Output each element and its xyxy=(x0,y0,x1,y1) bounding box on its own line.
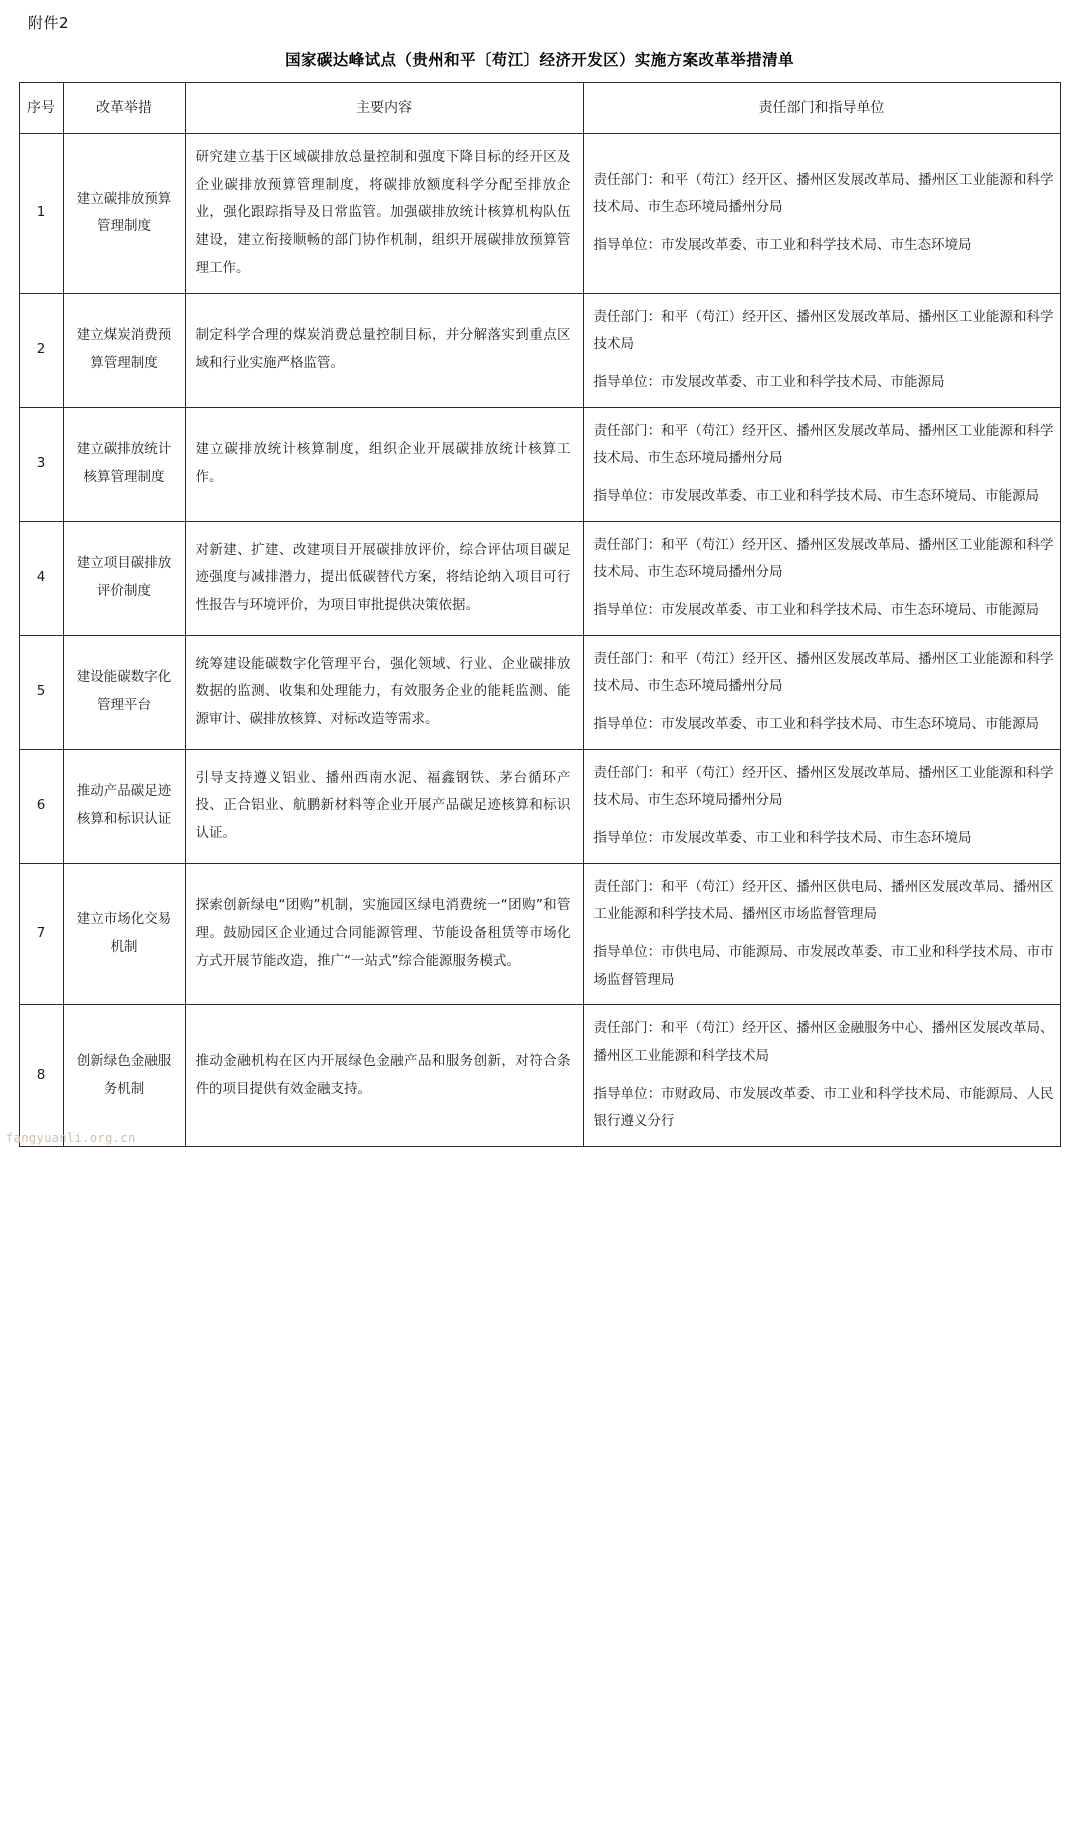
reform-measures-table xyxy=(19,82,1061,1147)
row-seq: 5 xyxy=(19,635,63,749)
row-seq: 2 xyxy=(19,293,63,407)
table-row xyxy=(19,407,1060,521)
row-measure: 建立碳排放统计核算管理制度 xyxy=(63,407,185,521)
row-measure: 建立市场化交易机制 xyxy=(63,863,185,1005)
row-dept xyxy=(583,293,1060,407)
row-main: 引导支持遵义铝业、播州西南水泥、福鑫钢铁、茅台循环产投、正合铝业、航鹏新材料等企业开展产品碳足迹核算和标识认证。 xyxy=(185,749,583,863)
column-header-seq: 序号 xyxy=(19,83,63,134)
column-header-dept: 责任部门和指导单位 xyxy=(583,83,1060,134)
row-measure: 推动产品碳足迹核算和标识认证 xyxy=(63,749,185,863)
row-seq: 6 xyxy=(19,749,63,863)
column-header-main: 主要内容 xyxy=(185,83,583,134)
row-dept xyxy=(583,407,1060,521)
column-header-measure: 改革举措 xyxy=(63,83,185,134)
responsible-department: 责任部门：和平（苟江）经开区、播州区供电局、播州区发展改革局、播州区工业能源和科学技术局、播州区市场监督管理局 xyxy=(593,878,1054,923)
row-measure: 建立煤炭消费预算管理制度 xyxy=(63,293,185,407)
guidance-unit: 指导单位：市发展改革委、市工业和科学技术局、市生态环境局 xyxy=(593,237,972,254)
responsible-department: 责任部门：和平（苟江）经开区、播州区金融服务中心、播州区发展改革局、播州区工业能源和科学技术局 xyxy=(593,1020,1054,1064)
row-seq: 7 xyxy=(19,863,63,1005)
row-main: 对新建、扩建、改建项目开展碳排放评价，综合评估项目碳足迹强度与减排潜力，提出低碳替代方案，将结论纳入项目可行性报告与环境评价，为项目审批提供决策依据。 xyxy=(185,521,583,635)
row-main: 推动金融机构在区内开展绿色金融产品和服务创新，对符合条件的项目提供有效金融支持。 xyxy=(185,1005,583,1147)
row-measure: 建设能碳数字化管理平台 xyxy=(63,635,185,749)
responsible-department: 责任部门：和平（苟江）经开区、播州区发展改革局、播州区工业能源和科学技术局 xyxy=(593,308,1054,353)
responsible-department: 责任部门：和平（苟江）经开区、播州区发展改革局、播州区工业能源和科学技术局、市生态环境局播州分局 xyxy=(593,422,1054,467)
row-main: 建立碳排放统计核算制度，组织企业开展碳排放统计核算工作。 xyxy=(185,407,583,521)
row-dept xyxy=(583,635,1060,749)
guidance-unit: 指导单位：市发展改革委、市工业和科学技术局、市生态环境局、市能源局 xyxy=(593,715,1039,732)
guidance-unit: 指导单位：市发展改革委、市工业和科学技术局、市生态环境局、市能源局 xyxy=(593,601,1039,618)
row-dept xyxy=(583,749,1060,863)
table-row xyxy=(19,134,1060,293)
responsible-department: 责任部门：和平（苟江）经开区、播州区发展改革局、播州区工业能源和科学技术局、市生态环境局播州分局 xyxy=(593,764,1054,809)
row-dept xyxy=(583,521,1060,635)
responsible-department: 责任部门：和平（苟江）经开区、播州区发展改革局、播州区工业能源和科学技术局、市生态环境局播州分局 xyxy=(593,171,1054,216)
table-row xyxy=(19,293,1060,407)
row-dept xyxy=(583,134,1060,293)
row-dept xyxy=(583,1005,1060,1147)
row-measure: 建立项目碳排放评价制度 xyxy=(63,521,185,635)
row-main: 探索创新绿电“团购”机制，实施园区绿电消费统一“团购”和管理。鼓励园区企业通过合同能源管理、节能设备租赁等市场化方式开展节能改造，推广“一站式”综合能源服务模式。 xyxy=(185,863,583,1005)
attachment-label: 附件2 xyxy=(28,14,70,32)
table-header xyxy=(19,83,1060,134)
table-row xyxy=(19,635,1060,749)
row-main: 制定科学合理的煤炭消费总量控制目标，并分解落实到重点区域和行业实施严格监管。 xyxy=(185,293,583,407)
table-row xyxy=(19,863,1060,1005)
responsible-department: 责任部门：和平（苟江）经开区、播州区发展改革局、播州区工业能源和科学技术局、市生态环境局播州分局 xyxy=(593,650,1054,695)
row-seq: 4 xyxy=(19,521,63,635)
row-seq: 8 xyxy=(19,1005,63,1147)
guidance-unit: 指导单位：市发展改革委、市工业和科学技术局、市生态环境局、市能源局 xyxy=(593,487,1039,504)
row-seq: 1 xyxy=(19,134,63,293)
row-measure: 创新绿色金融服务机制 xyxy=(63,1005,185,1147)
row-main: 统筹建设能碳数字化管理平台，强化领域、行业、企业碳排放数据的监测、收集和处理能力，有效服务企业的能耗监测、能源审计、碳排放核算、对标改造等需求。 xyxy=(185,635,583,749)
guidance-unit: 指导单位：市供电局、市能源局、市发展改革委、市工业和科学技术局、市市场监督管理局 xyxy=(593,943,1054,988)
page-title: 国家碳达峰试点（贵州和平〔苟江〕经济开发区）实施方案改革举措清单 xyxy=(285,51,794,69)
row-dept xyxy=(583,863,1060,1005)
row-measure: 建立碳排放预算管理制度 xyxy=(63,134,185,293)
guidance-unit: 指导单位：市发展改革委、市工业和科学技术局、市生态环境局 xyxy=(593,829,972,846)
table-row xyxy=(19,749,1060,863)
table-row xyxy=(19,521,1060,635)
table-header-row xyxy=(19,83,1060,134)
guidance-unit: 指导单位：市发展改革委、市工业和科学技术局、市能源局 xyxy=(593,373,945,390)
row-main: 研究建立基于区域碳排放总量控制和强度下降目标的经开区及企业碳排放预算管理制度，将碳排放额度科学分配至排放企业，强化跟踪指导及日常监管。加强碳排放统计核算机构队伍建设，建立衔接顺畅的部门协作机制，组织开展碳排放预算管理工作。 xyxy=(185,134,583,293)
responsible-department: 责任部门：和平（苟江）经开区、播州区发展改革局、播州区工业能源和科学技术局、市生态环境局播州分局 xyxy=(593,536,1054,581)
guidance-unit: 指导单位：市财政局、市发展改革委、市工业和科学技术局、市能源局、人民银行遵义分行 xyxy=(593,1085,1054,1130)
row-seq: 3 xyxy=(19,407,63,521)
site-watermark: fangyuanli.org.cn xyxy=(6,1130,136,1145)
table-row xyxy=(19,1005,1060,1147)
table-body xyxy=(19,134,1060,1147)
